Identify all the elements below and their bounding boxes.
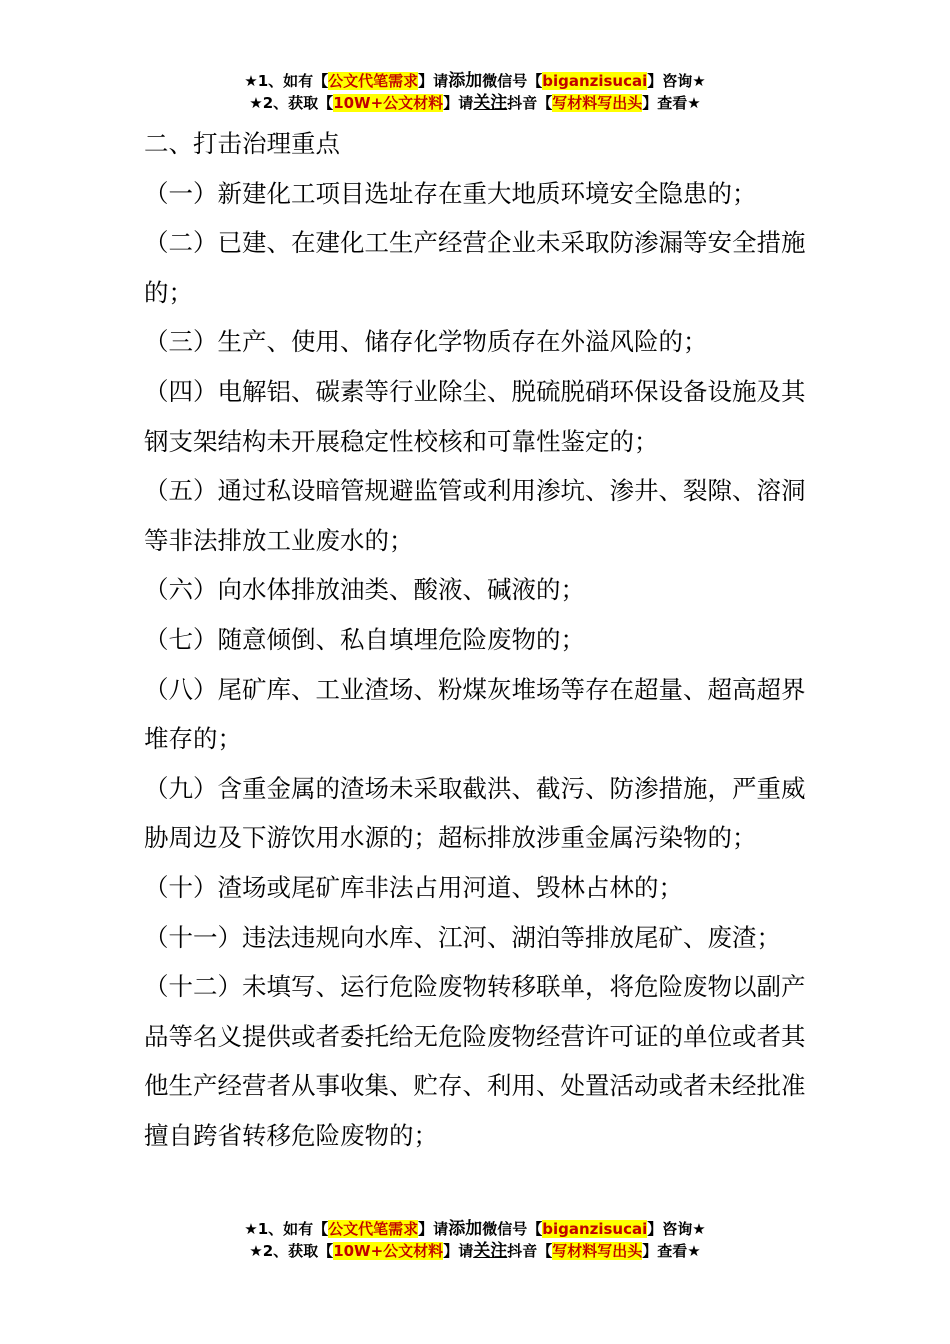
list-item: （十二）未填写、运行危险废物转移联单，将危险废物以副产品等名义提供或者委托给无危险废物经营许可证的单位或者其他生产经营者从事收集、贮存、利用、处置活动或者未经批准擅自跨省转移危险废物的； xyxy=(144,972,806,1150)
banner-text: ★2、获取【 xyxy=(249,1242,334,1260)
list-item: （十）渣场或尾矿库非法占用河道、毁林占林的； xyxy=(144,872,683,902)
banner-emphasis: 添加 xyxy=(448,71,483,91)
banner-text: 】查看★ xyxy=(642,1242,701,1260)
banner-text: 】请 xyxy=(418,1220,449,1238)
banner-text: 微信号【 xyxy=(482,1220,543,1238)
banner-text: ★1、如有【 xyxy=(244,1220,329,1238)
list-item: （九）含重金属的渣场未采取截洪、截污、防渗措施，严重威胁周边及下游饮用水源的；超标排放涉重金属污染物的； xyxy=(144,773,806,853)
banner-emphasis: 关注 xyxy=(473,93,508,113)
banner-line-2 xyxy=(0,1240,950,1262)
banner-highlight: 公文代笔需求 xyxy=(328,1220,419,1238)
list-item: （五）通过私设暗管规避监管或利用渗坑、渗井、裂隙、溶洞等非法排放工业废水的； xyxy=(144,476,806,555)
list-item: （八）尾矿库、工业渣场、粉煤灰堆场等存在超量、超高超界堆存的； xyxy=(144,674,806,754)
footer-banner xyxy=(0,1218,950,1262)
banner-text: 抖音【 xyxy=(507,94,553,112)
header-banner xyxy=(0,70,950,114)
banner-highlight: 10W+公文材料 xyxy=(333,94,444,112)
banner-line-1 xyxy=(0,70,950,92)
banner-text: 微信号【 xyxy=(482,72,543,90)
banner-text: 】请 xyxy=(443,94,474,112)
document-body xyxy=(144,119,812,1160)
banner-emphasis: 添加 xyxy=(448,1219,483,1239)
banner-text: 】请 xyxy=(418,72,449,90)
banner-text: 】咨询★ xyxy=(647,72,706,90)
banner-line-2 xyxy=(0,92,950,114)
list-item: （三）生产、使用、储存化学物质存在外溢风险的； xyxy=(144,327,708,357)
banner-text: ★2、获取【 xyxy=(249,94,334,112)
banner-text: 】请 xyxy=(443,1242,474,1260)
section-heading: 二、打击治理重点 xyxy=(144,129,340,158)
banner-highlight: 写材料写出头 xyxy=(552,1242,643,1260)
banner-highlight: biganzisucai xyxy=(542,72,648,90)
banner-text: ★1、如有【 xyxy=(244,72,329,90)
banner-highlight: 10W+公文材料 xyxy=(333,1242,444,1260)
list-item: （七）随意倾倒、私自填埋危险废物的； xyxy=(144,624,585,654)
banner-highlight: 写材料写出头 xyxy=(552,94,643,112)
banner-text: 】咨询★ xyxy=(647,1220,706,1238)
banner-line-1 xyxy=(0,1218,950,1240)
banner-text: 抖音【 xyxy=(507,1242,553,1260)
banner-highlight: 公文代笔需求 xyxy=(328,72,419,90)
list-item: （十一）违法违规向水库、江河、湖泊等排放尾矿、废渣； xyxy=(144,922,781,952)
banner-text: 】查看★ xyxy=(642,94,701,112)
list-item: （四）电解铝、碳素等行业除尘、脱硫脱硝环保设备设施及其钢支架结构未开展稳定性校核和可靠性鉴定的； xyxy=(144,376,806,456)
banner-emphasis: 关注 xyxy=(473,1241,508,1261)
list-item: （六）向水体排放油类、酸液、碱液的； xyxy=(144,575,585,605)
list-item: （二）已建、在建化工生产经营企业未采取防渗漏等安全措施的； xyxy=(144,228,806,307)
list-item: （一）新建化工项目选址存在重大地质环境安全隐患的； xyxy=(144,178,757,208)
banner-highlight: biganzisucai xyxy=(542,1220,648,1238)
